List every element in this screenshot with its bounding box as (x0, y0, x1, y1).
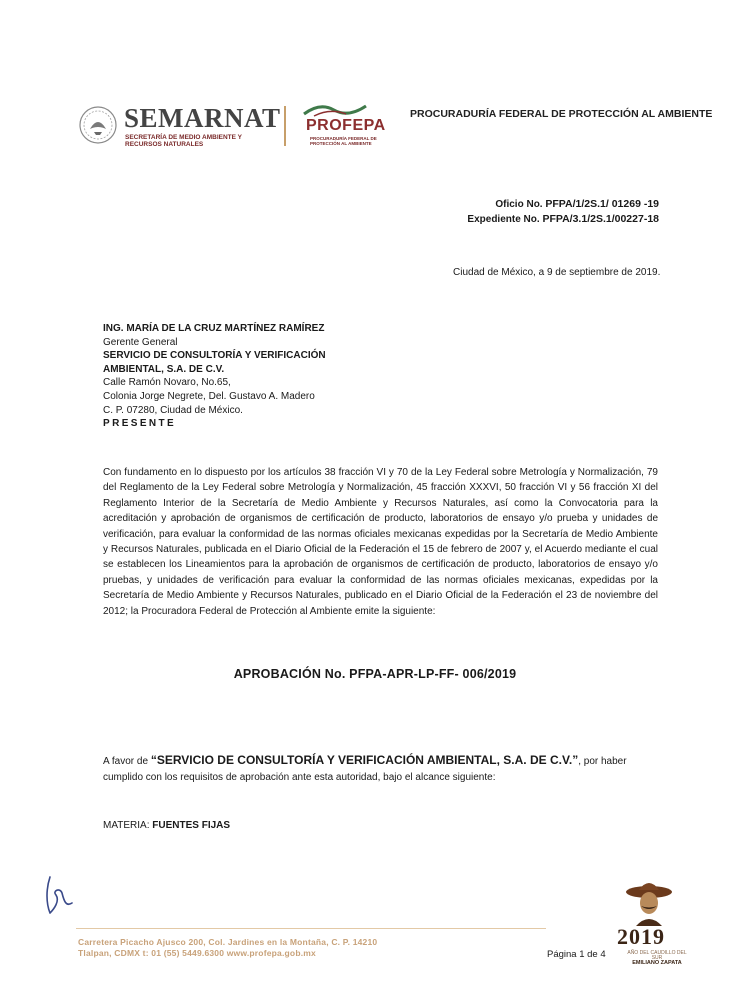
materia-label: MATERIA: (103, 820, 153, 831)
body-paragraph: Con fundamento en lo dispuesto por los artículos 38 fracción VI y 70 de la Ley Federal sobre Metrología y Normalización, 79 del Reglamento de la Ley Federal sobre Metrología y Normalización, 45 fracción XXXVI, 50 fracción VI y 56 fracción XI del Reglamento Interior de la Secretaría de Medio Ambiente y Recursos Naturales, así como la Convocatoria para la acreditación y aprobación de organismos de certificación de producto, laboratorios de ensayo y/o prueba y unidades de verificación, para evaluar la conformidad de las normas oficiales mexicanas expedidas por la Secretaría de Medio Ambiente y Recursos Naturales, publicada en el Diario Oficial de la Federación el 15 de febrero de 2007 y, el Acuerdo mediante el cual se establecen los Lineamientos para la aprobación de organismos de certificación de producto, laboratorios de ensayo y/o pruebas, y unidades de verificación para evaluar la conformidad de las normas oficiales mexicanas, expedidas por la Secretaría de Medio Ambiente y Recursos Naturales, publicado en el Diario Oficial de la Federación el 23 de noviembre del 2012; la Procuradora Federal de Protección al Ambiente emite la siguiente: (103, 467, 658, 617)
footer-address-line2: Tlalpan, CDMX t: 01 (55) 5449.6300 www.profepa.gob.mx (78, 948, 316, 958)
oficio-value: PFPA/1/2S.1/ 01269 -19 (545, 198, 659, 210)
addressee-block (103, 322, 326, 431)
year-2019-logo: 2019 (617, 924, 665, 949)
favor-prefix: A favor de (103, 756, 151, 767)
page-number: Página 1 de 4 (547, 949, 606, 960)
addressee-company-line1: SERVICIO DE CONSULTORÍA Y VERIFICACIÓN (103, 350, 326, 362)
addressee-presente: PRESENTE (103, 418, 177, 430)
year-caption-name: EMILIANO ZAPATA (632, 960, 682, 966)
header-title: PROCURADURÍA FEDERAL DE PROTECCIÓN AL AMBIENTE (410, 108, 713, 120)
document-date: Ciudad de México, a 9 de septiembre de 2019. (453, 267, 661, 278)
favor-paragraph (103, 752, 663, 786)
logo-divider (284, 106, 286, 146)
oficio-number (495, 198, 659, 210)
addressee-name: ING. MARÍA DE LA CRUZ MARTÍNEZ RAMÍREZ (103, 323, 325, 334)
profepa-logo-name: PROFEPA (306, 117, 386, 134)
materia-value: FUENTES FIJAS (152, 820, 231, 831)
addressee-company-line2: AMBIENTAL, S.A. DE C.V. (103, 363, 225, 375)
materia-line (103, 820, 230, 831)
expediente-value: PFPA/3.1/2S.1/00227-18 (542, 213, 659, 225)
footer-address (78, 937, 377, 959)
mexico-coat-of-arms-icon (78, 105, 118, 145)
favor-company: “SERVICIO DE CONSULTORÍA Y VERIFICACIÓN AMBIENTAL, S.A. DE C.V.” (150, 753, 579, 767)
profepa-logo-subtitle: PROCURADURÍA FEDERAL DE PROTECCIÓN AL AMBIENTE (310, 136, 377, 146)
semarnat-logo-subtitle: SECRETARÍA DE MEDIO AMBIENTE Y RECURSOS NATURALES (125, 134, 242, 148)
oficio-label: Oficio No. (495, 199, 543, 210)
addressee-city: C. P. 07280, Ciudad de México. (103, 404, 243, 416)
addressee-street: Calle Ramón Novaro, No.65, (103, 377, 231, 389)
handwritten-initials-icon (40, 873, 80, 917)
approval-title: APROBACIÓN No. PFPA-APR-LP-FF- 006/2019 (233, 667, 517, 681)
footer-address-line1: Carretera Picacho Ajusco 200, Col. Jardines en la Montaña, C. P. 14210 (78, 937, 378, 947)
year-caption-text: AÑO DEL CAUDILLO DEL SUR (627, 950, 687, 961)
year-caption (622, 951, 692, 966)
addressee-position: Gerente General (103, 336, 178, 348)
emiliano-zapata-portrait-icon (624, 878, 674, 926)
footer-divider (76, 928, 546, 929)
addressee-colony: Colonia Jorge Negrete, Del. Gustavo A. Madero (103, 390, 315, 402)
semarnat-logo-name: SEMARNAT (124, 103, 281, 133)
expediente-label: Expediente No. (467, 214, 540, 225)
expediente-number (467, 213, 659, 225)
favor-suffix: , por haber cumplido con los requisitos de aprobación ante esta autoridad, bajo el alcance siguiente: (103, 756, 627, 783)
